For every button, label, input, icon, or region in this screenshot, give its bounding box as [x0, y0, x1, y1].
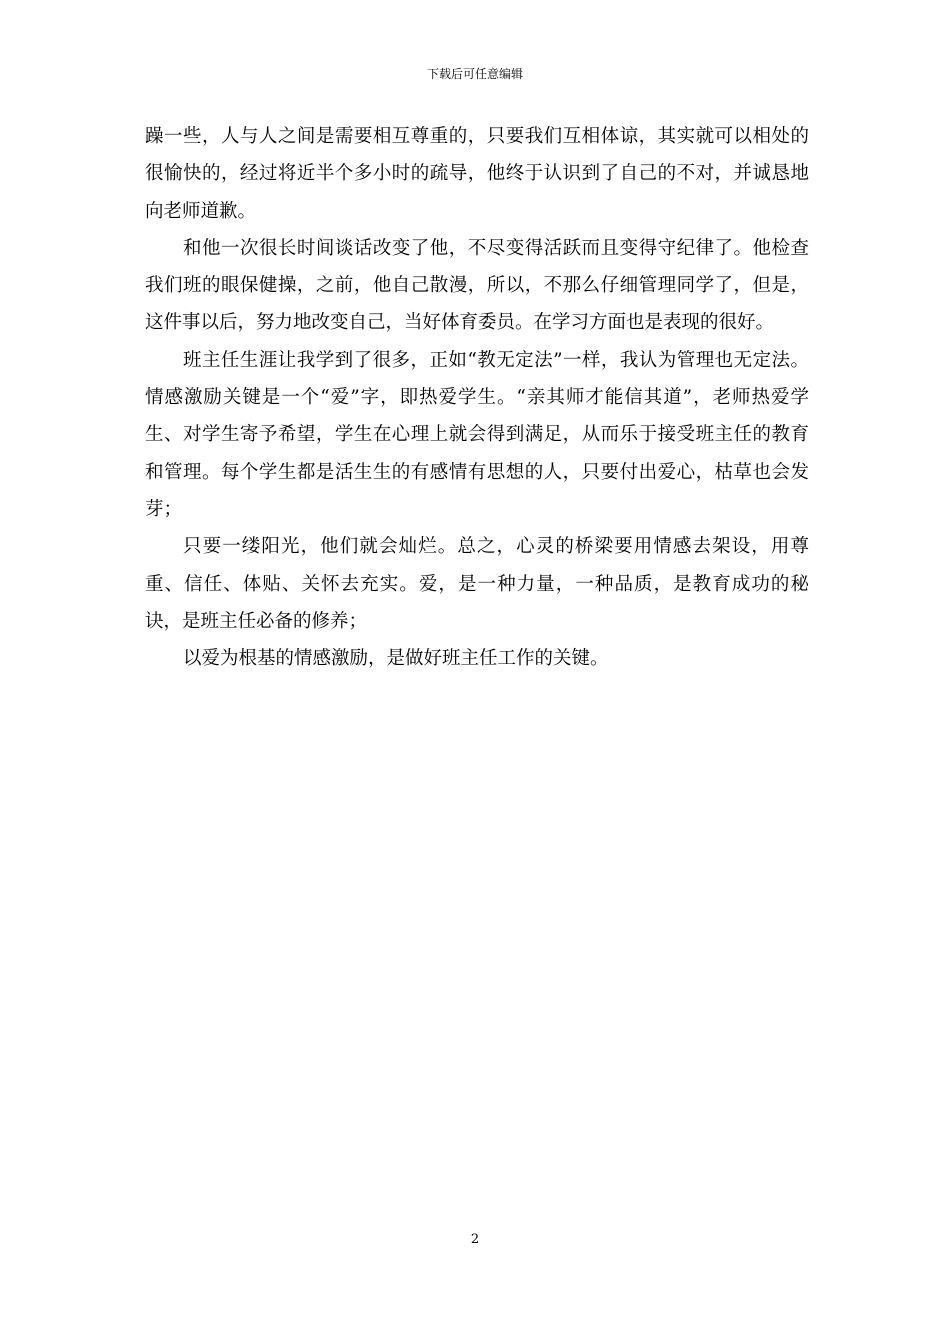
- document-body: [145, 118, 809, 677]
- paragraph-1: 躁一些，人与人之间是需要相互尊重的，只要我们互相体谅，其实就可以相处的很愉快的，经过将近半个多小时的疏导，他终于认识到了自己的不对，并诚恳地向老师道歉。: [145, 126, 809, 222]
- paragraph-5: 以爱为根基的情感激励，是做好班主任工作的关键。: [183, 648, 609, 670]
- paragraph-3: 班主任生涯让我学到了很多，正如“教无定法”一样，我认为管理也无定法。情感激励关键是一个“爱”字，即热爱学生。“亲其师才能信其道”，老师热爱学生、对学生寄予希望，学生在心理上就会得到满足，从而乐于接受班主任的教育和管理。每个学生都是活生生的有感情有思想的人，只要付出爱心，枯草也会发芽；: [145, 349, 809, 520]
- paragraph-4: 只要一缕阳光，他们就会灿烂。总之，心灵的桥梁要用情感去架设，用尊重、信任、体贴、关怀去充实。爱，是一种力量，一种品质，是教育成功的秘诀，是班主任必备的修养；: [145, 536, 809, 632]
- page-header: 下载后可任意编辑: [426, 67, 523, 81]
- page-number: 2: [470, 1232, 480, 1247]
- paragraph-2: 和他一次很长时间谈话改变了他，不尽变得活跃而且变得守纪律了。他检查我们班的眼保健操，之前，他自己散漫，所以，不那么仔细管理同学了，但是，这件事以后，努力地改变自己，当好体育委员。在学习方面也是表现的很好。: [145, 237, 809, 334]
